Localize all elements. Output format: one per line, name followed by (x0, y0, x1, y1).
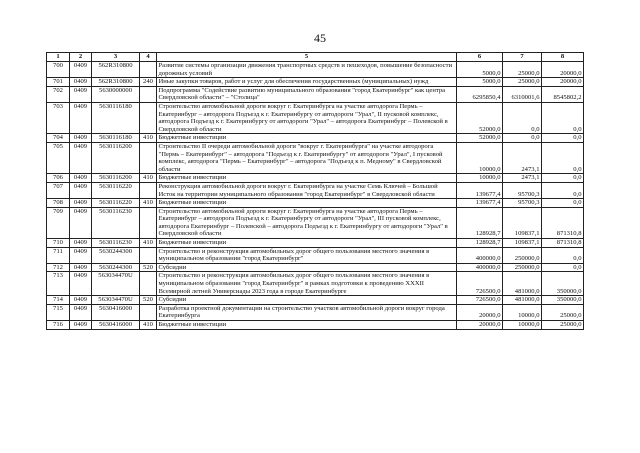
amount-col-8: 0,0 (542, 174, 584, 183)
row-description: Бюджетные инвестиции (157, 239, 457, 248)
expense-type-code: 410 (140, 321, 157, 330)
row-description: Субсидии (157, 263, 457, 272)
table-row (47, 78, 584, 87)
table-row (47, 272, 584, 296)
target-article-code: 5630116200 (92, 174, 140, 183)
row-number: 714 (47, 296, 70, 305)
target-article-code: 563034470U (92, 272, 140, 296)
section-code: 0409 (70, 174, 92, 183)
row-number: 707 (47, 182, 70, 198)
amount-col-6: 726500,0 (457, 272, 503, 296)
table-row (47, 239, 584, 248)
section-code: 0409 (70, 86, 92, 102)
row-number: 708 (47, 199, 70, 208)
amount-col-6: 20000,0 (457, 304, 503, 320)
target-article-code: 5630116230 (92, 207, 140, 238)
amount-col-6: 5000,0 (457, 62, 503, 78)
row-number: 712 (47, 263, 70, 272)
row-description: Строительство и реконструкция автомобильных дорог общего пользования местного значения в муниципальном образовании "город Екатеринбург" (157, 247, 457, 263)
section-code: 0409 (70, 78, 92, 87)
amount-col-7: 95700,3 (503, 199, 542, 208)
section-code: 0409 (70, 134, 92, 143)
target-article-code: 5630116230 (92, 239, 140, 248)
amount-col-8: 350000,0 (542, 272, 584, 296)
amount-col-7: 481000,0 (503, 296, 542, 305)
col-header: 2 (70, 53, 92, 62)
row-number: 713 (47, 272, 70, 296)
expense-type-code (140, 102, 157, 133)
section-code: 0409 (70, 182, 92, 198)
amount-col-6: 139677,4 (457, 182, 503, 198)
target-article-code: 562R310800 (92, 78, 140, 87)
amount-col-8: 25000,0 (542, 304, 584, 320)
expense-type-code (140, 142, 157, 173)
expense-type-code (140, 62, 157, 78)
section-code: 0409 (70, 239, 92, 248)
expense-type-code (140, 247, 157, 263)
target-article-code: 5630000000 (92, 86, 140, 102)
row-number: 702 (47, 86, 70, 102)
row-number: 710 (47, 239, 70, 248)
table-row (47, 207, 584, 238)
row-description: Строительство автомобильной дороги вокруг г. Екатеринбурга на участке автодорога Пермь – Екатеринбург – автодорога Подъезд к г. Екатеринбургу от автодороги "Урал", III пусковой комплекс, автодорога Екатеринбург – Полевской – автодорога Подъезд к г. Екатеринбургу от автодороги "Урал" в Свердловской области (157, 207, 457, 238)
expense-type-code (140, 182, 157, 198)
row-number: 701 (47, 78, 70, 87)
expense-type-code: 410 (140, 239, 157, 248)
amount-col-6: 128928,7 (457, 207, 503, 238)
target-article-code: 5630116220 (92, 182, 140, 198)
amount-col-7: 25000,0 (503, 62, 542, 78)
section-code: 0409 (70, 304, 92, 320)
table-row (47, 296, 584, 305)
table-row (47, 102, 584, 133)
target-article-code: 5630244300 (92, 247, 140, 263)
section-code: 0409 (70, 321, 92, 330)
amount-col-8: 0,0 (542, 263, 584, 272)
row-description: Строительство II очереди автомобильной дороги "вокруг г. Екатеринбурга" на участке автодорога "Пермь – Екатеринбург" – автодорога "Подъезд к г. Екатеринбургу" от автодороги "Урал", I пусковой комплекс, автодорога "Пермь – Екатеринбург" – автодорога "Подъезд к п. Медному" в Свердловской области (157, 142, 457, 173)
col-header: 1 (47, 53, 70, 62)
table-row (47, 263, 584, 272)
table-row (47, 182, 584, 198)
amount-col-6: 10000,0 (457, 174, 503, 183)
amount-col-7: 25000,0 (503, 78, 542, 87)
section-code: 0409 (70, 247, 92, 263)
row-description: Разработка проектной документации на строительство участков автомобильной дороги вокруг города Екатеринбурга (157, 304, 457, 320)
col-header: 5 (157, 53, 457, 62)
amount-col-7: 6310001,6 (503, 86, 542, 102)
col-header: 6 (457, 53, 503, 62)
amount-col-8: 0,0 (542, 199, 584, 208)
col-header: 7 (503, 53, 542, 62)
amount-col-8: 871310,8 (542, 239, 584, 248)
amount-col-7: 10000,0 (503, 321, 542, 330)
section-code: 0409 (70, 142, 92, 173)
amount-col-6: 5000,0 (457, 78, 503, 87)
row-description: Бюджетные инвестиции (157, 134, 457, 143)
col-header: 8 (542, 53, 584, 62)
expense-type-code: 410 (140, 199, 157, 208)
amount-col-6: 139677,4 (457, 199, 503, 208)
row-number: 716 (47, 321, 70, 330)
row-number: 706 (47, 174, 70, 183)
section-code: 0409 (70, 263, 92, 272)
col-header: 3 (92, 53, 140, 62)
section-code: 0409 (70, 272, 92, 296)
section-code: 0409 (70, 296, 92, 305)
target-article-code: 5630116180 (92, 134, 140, 143)
amount-col-7: 481000,0 (503, 272, 542, 296)
row-number: 711 (47, 247, 70, 263)
row-description: Строительство и реконструкция автомобильных дорог общего пользования местного значения в муниципальном образовании "город Екатеринбург" в рамках подготовки к проведению XXXII Всемирной летней Универсиады 2023 года в городе Екатеринбурге (157, 272, 457, 296)
row-description: Бюджетные инвестиции (157, 199, 457, 208)
expense-type-code: 520 (140, 296, 157, 305)
target-article-code: 5630416000 (92, 304, 140, 320)
amount-col-6: 400000,0 (457, 263, 503, 272)
amount-col-6: 726500,0 (457, 296, 503, 305)
amount-col-6: 10000,0 (457, 142, 503, 173)
row-number: 709 (47, 207, 70, 238)
row-description: Бюджетные инвестиции (157, 174, 457, 183)
expense-type-code (140, 272, 157, 296)
table-row (47, 142, 584, 173)
row-number: 704 (47, 134, 70, 143)
row-description: Иные закупки товаров, работ и услуг для обеспечения государственных (муниципальных) нужд (157, 78, 457, 87)
amount-col-7: 95700,3 (503, 182, 542, 198)
amount-col-7: 250000,0 (503, 247, 542, 263)
section-code: 0409 (70, 102, 92, 133)
amount-col-8: 0,0 (542, 182, 584, 198)
amount-col-7: 250000,0 (503, 263, 542, 272)
amount-col-8: 25000,0 (542, 321, 584, 330)
amount-col-8: 871310,8 (542, 207, 584, 238)
amount-col-7: 109837,1 (503, 207, 542, 238)
row-description: Бюджетные инвестиции (157, 321, 457, 330)
table-row (47, 86, 584, 102)
row-number: 703 (47, 102, 70, 133)
target-article-code: 5630116180 (92, 102, 140, 133)
expense-type-code: 410 (140, 134, 157, 143)
section-code: 0409 (70, 199, 92, 208)
table-row (47, 321, 584, 330)
table-row (47, 199, 584, 208)
table-row (47, 62, 584, 78)
header-row (47, 53, 584, 62)
amount-col-7: 109837,1 (503, 239, 542, 248)
row-description: Подпрограмма "Содействие развитию муниципального образования "город Екатеринбург" как центра Свердловской области" – "Столица" (157, 86, 457, 102)
budget-table (46, 52, 584, 330)
amount-col-6: 52000,0 (457, 102, 503, 133)
page-number: 45 (314, 31, 326, 45)
row-description: Субсидии (157, 296, 457, 305)
target-article-code: 563034470U (92, 296, 140, 305)
expense-type-code: 240 (140, 78, 157, 87)
target-article-code: 5630416000 (92, 321, 140, 330)
row-number: 700 (47, 62, 70, 78)
amount-col-8: 0,0 (542, 247, 584, 263)
expense-type-code (140, 86, 157, 102)
row-number: 705 (47, 142, 70, 173)
amount-col-6: 128928,7 (457, 239, 503, 248)
amount-col-7: 0,0 (503, 134, 542, 143)
amount-col-8: 20000,0 (542, 62, 584, 78)
amount-col-8: 0,0 (542, 102, 584, 133)
amount-col-6: 20000,0 (457, 321, 503, 330)
amount-col-8: 8545802,2 (542, 86, 584, 102)
target-article-code: 5630116220 (92, 199, 140, 208)
row-description: Строительство автомобильной дороги вокруг г. Екатеринбурга на участке автодорога Пермь – Екатеринбург – автодорога Подъезд к г. Екатеринбургу от автодороги "Урал", II пусковой комплекс, автодорога Подъезд к г. Екатеринбургу от автодороги "Урал" – автодорога Екатеринбург – Полевской в Свердловской области (157, 102, 457, 133)
amount-col-6: 400000,0 (457, 247, 503, 263)
amount-col-7: 2473,1 (503, 174, 542, 183)
target-article-code: 5630116200 (92, 142, 140, 173)
amount-col-8: 350000,0 (542, 296, 584, 305)
col-header: 4 (140, 53, 157, 62)
amount-col-7: 0,0 (503, 102, 542, 133)
amount-col-8: 0,0 (542, 134, 584, 143)
amount-col-6: 6295850,4 (457, 86, 503, 102)
row-description: Развитие системы организации движения транспортных средств и пешеходов, повышение безопасности дорожных условий (157, 62, 457, 78)
amount-col-8: 0,0 (542, 142, 584, 173)
section-code: 0409 (70, 207, 92, 238)
table-row (47, 304, 584, 320)
amount-col-7: 10000,0 (503, 304, 542, 320)
section-code: 0409 (70, 62, 92, 78)
expense-type-code: 520 (140, 263, 157, 272)
amount-col-7: 2473,1 (503, 142, 542, 173)
table-row (47, 174, 584, 183)
row-description: Реконструкция автомобильной дороги вокруг г. Екатеринбурга на участке Семь Ключей – Большой Исток на территории муниципального образования "город Екатеринбург" в Свердловской области (157, 182, 457, 198)
table-row (47, 134, 584, 143)
table-row (47, 247, 584, 263)
expense-type-code (140, 207, 157, 238)
expense-type-code (140, 304, 157, 320)
target-article-code: 562R310800 (92, 62, 140, 78)
expense-type-code: 410 (140, 174, 157, 183)
row-number: 715 (47, 304, 70, 320)
target-article-code: 5630244300 (92, 263, 140, 272)
amount-col-6: 52000,0 (457, 134, 503, 143)
amount-col-8: 20000,0 (542, 78, 584, 87)
